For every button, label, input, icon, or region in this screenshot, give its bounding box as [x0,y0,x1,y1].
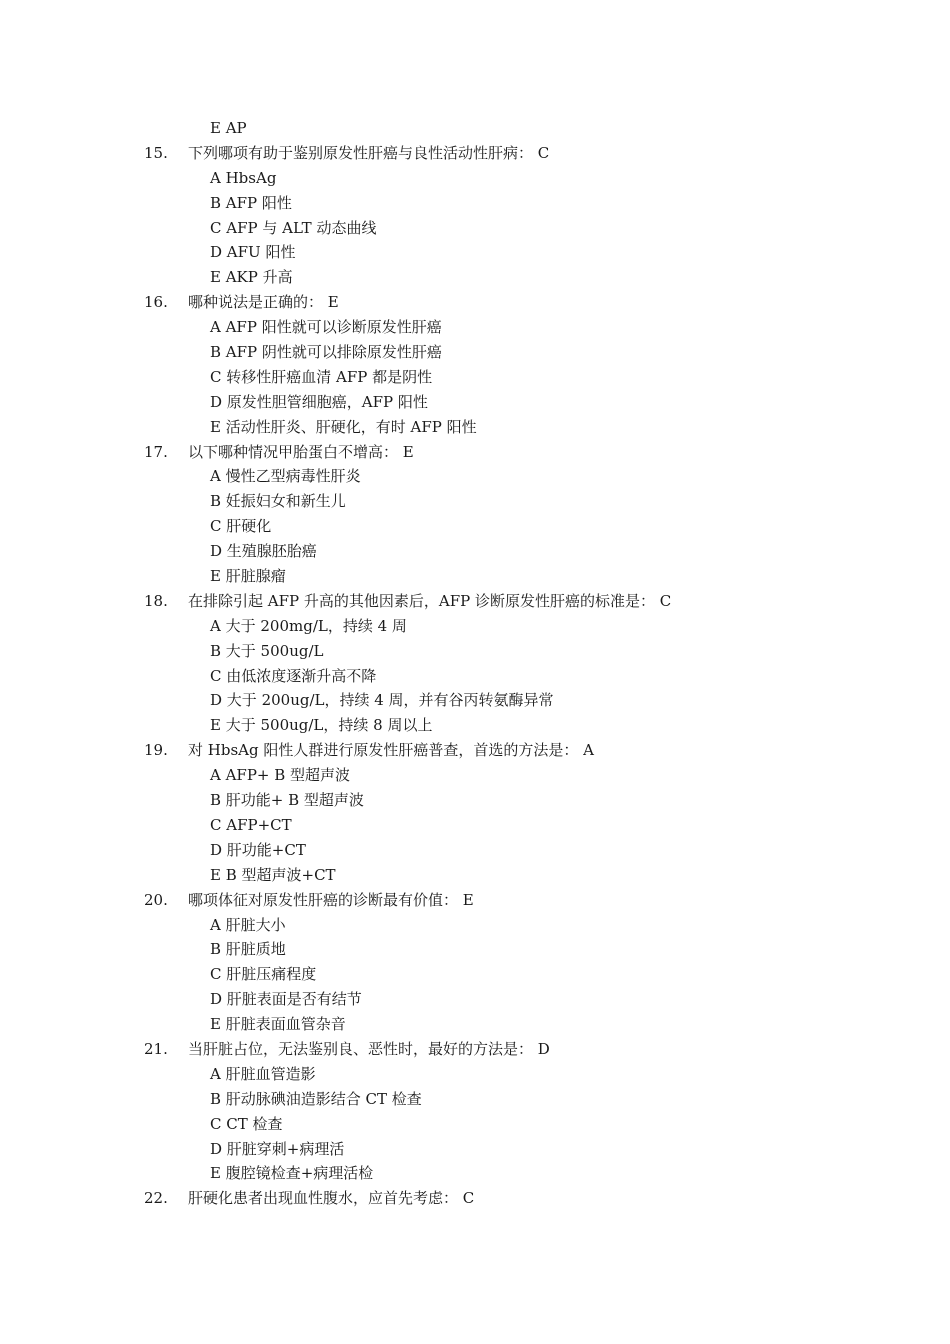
question-text: 当肝脏占位，无法鉴别良、恶性时，最好的方法是： D [188,1039,550,1058]
option-row [0,987,950,1012]
option-row [0,788,950,813]
option-row [0,240,950,265]
question-number: 21. [144,1039,168,1058]
option-text: C CT 检查 [210,1114,283,1133]
option-row [0,664,950,689]
option-text: B 肝脏质地 [210,940,286,959]
option-row [0,464,950,489]
option-text: B 妊振妇女和新生儿 [210,492,346,511]
option-row [0,1161,950,1186]
option-row [0,365,950,390]
option-row [0,539,950,564]
option-text: E 活动性肝炎、肝硬化，有时 AFP 阳性 [210,417,477,436]
option-text: A 慢性乙型病毒性肝炎 [210,467,361,486]
question-row [0,290,950,315]
question-row [0,589,950,614]
option-text: E 肝脏表面血管杂音 [210,1015,346,1034]
option-row [0,639,950,664]
option-row [0,863,950,888]
option-text: C 转移性肝癌血清 AFP 都是阴性 [210,367,433,386]
option-row [0,514,950,539]
question-number: 20. [144,890,168,909]
option-row [0,1137,950,1162]
option-row [0,166,950,191]
option-text: A AFP 阳性就可以诊断原发性肝癌 [210,318,442,337]
option-row [0,265,950,290]
question-text: 下列哪项有助于鉴别原发性肝癌与良性活动性肝病： C [188,143,550,162]
option-row [0,713,950,738]
question-text: 哪项体征对原发性肝癌的诊断最有价值： E [188,890,474,909]
option-text: A AFP+ B 型超声波 [210,766,351,785]
option-text: E 肝脏腺瘤 [210,567,286,586]
option-row [0,191,950,216]
option-row [0,937,950,962]
option-row [0,614,950,639]
option-text: A 大于 200mg/L，持续 4 周 [210,616,407,635]
question-text: 哪种说法是正确的： E [188,293,339,312]
question-number: 15. [144,143,168,162]
question-number: 19. [144,741,168,760]
option-row [0,415,950,440]
option-row [0,962,950,987]
option-row [0,1112,950,1137]
option-row [0,315,950,340]
question-number: 16. [144,293,168,312]
option-text: D 生殖腺胚胎癌 [210,542,317,561]
question-row [0,1186,950,1211]
question-number: 22. [144,1189,168,1208]
option-text: D 大于 200ug/L，持续 4 周，并有谷丙转氨酶异常 [210,691,554,710]
option-text: B 肝功能+ B 型超声波 [210,791,364,810]
option-row [0,813,950,838]
option-text: D 肝脏表面是否有结节 [210,990,362,1009]
option-row [0,564,950,589]
option-row [0,913,950,938]
question-text: 对 HbsAg 阳性人群进行原发性肝癌普查，首选的方法是： A [188,741,594,760]
option-text: B AFP 阴性就可以排除原发性肝癌 [210,343,442,362]
option-row [0,390,950,415]
option-text: A 肝脏血管造影 [210,1064,316,1083]
option-text: D 肝脏穿刺+病理活 [210,1139,345,1158]
option-row [0,688,950,713]
question-row [0,738,950,763]
option-text: C 由低浓度逐渐升高不降 [210,666,377,685]
option-row [0,763,950,788]
option-text: C AFP 与 ALT 动态曲线 [210,218,377,237]
option-text: D 原发性胆管细胞癌，AFP 阳性 [210,392,428,411]
option-text: B 大于 500ug/L [210,641,324,660]
option-row [0,838,950,863]
option-row [0,340,950,365]
question-number: 18. [144,591,168,610]
option-row [0,116,950,141]
question-text: 在排除引起 AFP 升高的其他因素后，AFP 诊断原发性肝癌的标准是： C [188,591,672,610]
option-text: C 肝脏压痛程度 [210,965,317,984]
question-row [0,440,950,465]
option-text: E B 型超声波+CT [210,865,336,884]
option-text: C AFP+CT [210,815,292,834]
option-row [0,1087,950,1112]
option-text: D AFU 阳性 [210,243,296,262]
question-text: 以下哪种情况甲胎蛋白不增高： E [188,442,414,461]
option-row [0,1012,950,1037]
question-text: 肝硬化患者出现血性腹水，应首先考虑： C [188,1189,475,1208]
option-text: A HbsAg [210,168,277,187]
option-row [0,1062,950,1087]
question-list [0,116,950,1211]
option-text: E AKP 升高 [210,268,293,287]
option-text: E 大于 500ug/L，持续 8 周以上 [210,716,433,735]
option-text: E 腹腔镜检查+病理活检 [210,1164,374,1183]
question-row [0,1037,950,1062]
option-text: D 肝功能+CT [210,840,306,859]
question-number: 17. [144,442,168,461]
option-text: A 肝脏大小 [210,915,286,934]
question-row [0,888,950,913]
question-row [0,141,950,166]
option-row [0,216,950,241]
option-text: B AFP 阳性 [210,193,292,212]
option-text: C 肝硬化 [210,517,272,536]
option-text: E AP [210,119,247,137]
option-text: B 肝动脉碘油造影结合 CT 检查 [210,1089,422,1108]
option-row [0,489,950,514]
